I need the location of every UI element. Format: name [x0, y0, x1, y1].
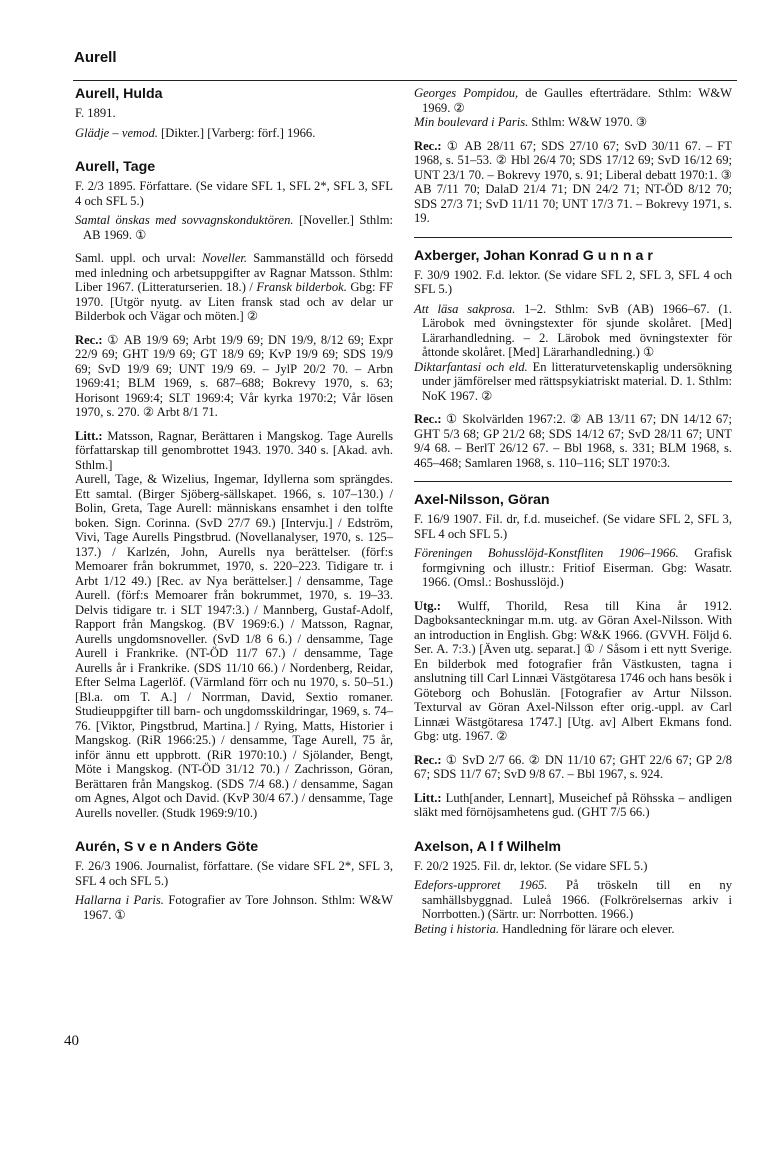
work-title: Att läsa sakprosa.	[414, 301, 516, 316]
work-title: Min boulevard i Paris.	[414, 115, 529, 129]
entry-name: Aurén, S v e n Anders Göte	[75, 839, 259, 855]
reviews-block	[414, 753, 732, 782]
reviews-label: Rec.:	[414, 752, 442, 767]
entry-name: Axel-Nilsson, Göran	[414, 492, 550, 508]
work-item	[414, 922, 732, 937]
work-details: En litteraturvetenskaplig undersökning under jämförelser med rättspsykiatriskt material. D. 1. Sthlm: NoK 1967. ②	[422, 359, 732, 403]
literature-block	[75, 429, 393, 473]
work-details: Grafisk formgivning och illustr.: Fritiof Eiserman. Gbg: Wasatr. 1966. (Omsl.: Boshusslöjd.)	[422, 546, 732, 589]
page-number: 40	[64, 1033, 79, 1049]
work-details: På tröskeln till en ny samhällsbyggnad. Luleå 1966. (Folkrörelsernas arkiv i Norrbotten.) (Särtr. ur: Norrbotten. 1966.)	[422, 878, 732, 921]
collected-editions: Saml. uppl. och urval: Noveller. Sammanställd och försedd med inledning och arbetsuppgifter av Ragnar Matsson. Sthlm: Liber 1967. (Litteraturserien. 18.) / Fransk bilderbok. Gbg: FF 1970. [Utgör nyutg. av Liten fransk stad och av delar ur Bilderbok och Vägar och möten.] ②	[75, 251, 393, 323]
work-title: Hallarna i Paris.	[75, 893, 164, 907]
edited-works-block	[414, 599, 732, 744]
reviews-block	[414, 412, 732, 470]
entry-aurell-hulda	[75, 86, 393, 140]
entry-name: Axberger, Johan Konrad G u n n a r	[414, 247, 653, 264]
work-details: Fotografier av Tore Johnson. Sthlm: W&W 1967. ①	[83, 893, 394, 922]
entry-birth: F. 26/3 1906. Journalist, författare. (Se vidare SFL 2*, SFL 3, SFL 4 och SFL 5.)	[75, 859, 393, 888]
work-title: Beting i historia.	[414, 921, 500, 936]
entry-separator	[414, 237, 732, 238]
work-title: Föreningen Bohusslöjd-Konstfliten 1906–1966.	[414, 546, 679, 560]
work-details: 1–2. Sthlm: SvB (AB) 1966–67. (1. Lärobok med övningstexter för sjunde skolåret. [Med] Lärarhandledning. – 2. Lärobok med övningstexter för åttonde skolåret. [Med] Lärarhandledning.) ①	[422, 301, 732, 359]
entry-axelson	[414, 839, 732, 937]
right-column	[414, 86, 732, 936]
literature-text: Luth[ander, Lennart], Museichef på Röhsska – andligen släkt med förnöjsamhetens gud. (GHT 7/5 66.)	[414, 790, 732, 819]
entry-birth: F. 16/9 1907. Fil. dr, f.d. museichef. (Se vidare SFL 2, SFL 3, SFL 4 och SFL 5.)	[414, 512, 732, 541]
reviews-block	[414, 139, 732, 226]
entry-auren-continued	[414, 86, 732, 226]
reviews-label: Rec.:	[414, 412, 442, 426]
literature-label: Litt.:	[75, 428, 103, 443]
literature-block	[414, 791, 732, 820]
work-details: Handledning för lärare och elever.	[499, 921, 675, 936]
entry-birth: F. 2/3 1895. Författare. (Se vidare SFL 1, SFL 2*, SFL 3, SFL 4 och SFL 5.)	[75, 179, 393, 208]
entry-birth: F. 30/9 1902. F.d. lektor. (Se vidare SFL 2, SFL 3, SFL 4 och SFL 5.)	[414, 267, 732, 296]
entry-axel-nilsson	[414, 492, 732, 820]
work-title: Glädje – vemod.	[75, 125, 158, 140]
work-details: de Gaulles efterträdare. Sthlm: W&W 1969. ②	[422, 86, 733, 115]
entry-name: Axelson, A l f Wilhelm	[414, 838, 562, 855]
work-title: Georges Pompidou,	[414, 86, 519, 100]
reviews-label: Rec.:	[75, 332, 103, 347]
entry-aurell-tage	[75, 159, 393, 820]
reviews-label: Rec.:	[414, 138, 442, 153]
left-column	[75, 86, 393, 922]
work-details: [Noveller.] Sthlm: AB 1969. ①	[83, 213, 393, 242]
work-item	[414, 546, 732, 590]
edited-label: Utg.:	[414, 598, 441, 613]
reviews-text: ① Skolvärlden 1967:2. ② AB 13/11 67; DN 14/12 67; GHT 5/3 68; GP 21/2 68; SDS 14/12 67; SvD 28/11 67; UNT 9/4 68. – BerlT 26/12 67. – Bbl 1968, s. 331; BLM 1968, s. 465–468; Samlaren 1968, s. 110–116; SLT 1970:3.	[414, 412, 732, 470]
work-item	[75, 893, 393, 922]
work-item	[414, 302, 732, 360]
work-details: [Dikter.] [Varberg: förf.] 1966.	[157, 125, 316, 140]
literature-text: Matsson, Ragnar, Berättaren i Mangskog. Tage Aurells författarskap till genombrottet 1943. 1970. 340 s. [Akad. avh. Sthlm.]	[75, 428, 393, 472]
work-details: Sthlm: W&W 1970. ③	[528, 115, 648, 129]
entry-name: Aurell, Tage	[75, 159, 156, 175]
work-title: Edefors-upproret 1965.	[414, 878, 548, 892]
header-rule	[73, 80, 737, 81]
reviews-text: ① AB 28/11 67; SDS 27/10 67; SvD 30/11 67. – FT 1968, s. 51–53. ② Hbl 26/4 70; SDS 17/12 69; SvD 16/12 69; UNT 23/1 70. – Bokrevy 1970, s. 91; Liberal debatt 1970:1. ③ AB 7/11 70; DalaD 21/4 71; DN 24/2 71; NT-ÖD 8/12 70; SDS 27/3 71; SvD 11/11 70; UNT 17/3 71. – Bokrevy 1971, s. 19.	[414, 138, 732, 225]
edited-text: Wulff, Thorild, Resa till Kina år 1912. Dagboksanteckningar m.m. utg. av Göran Axel-Nilsson. With an introduction in English. Gbg: W&K 1966. (GVVH. Följd 6. Ser. A. 7:3.) [Även utg. separat.] ① / Såsom i ett nytt Sverige. En bilderbok med fotografier från Västkusten, tagna i anslutning till Carl Linnæi Västgötaresa 1746 och hans besök i Göteborg och Bohuslän. [Fotografier av Artur Nilsson. Texturval av Göran Axel-Nilsson efter orig.-uppl. av Carl Linnæi Wästgötaresa 1747.] [Utg. av] Albert Ekmans fond. Gbg: utg. 1967. ②	[414, 598, 732, 743]
entry-auren-gote	[75, 839, 393, 922]
reviews-text: ① SvD 2/7 66. ② DN 11/10 67; GHT 22/6 67; GP 2/8 67; SDS 11/7 67; SvD 9/8 67. – Bbl 1967, s. 924.	[414, 752, 732, 781]
literature-label: Litt.:	[414, 790, 442, 805]
running-head: Aurell	[74, 49, 117, 66]
work-title: Diktarfantasi och eld.	[414, 359, 528, 374]
work-item	[414, 115, 732, 130]
entry-name: Aurell, Hulda	[75, 86, 163, 102]
work-item	[414, 878, 732, 922]
entry-birth: F. 1891.	[75, 106, 116, 120]
work-title: Samtal önskas med sovvagnskonduktören.	[75, 213, 294, 227]
work-item	[75, 126, 393, 141]
entry-separator	[414, 481, 732, 482]
work-item	[75, 213, 393, 242]
literature-more: Aurell, Tage, & Wizelius, Ingemar, Idyllerna som sprängdes. Ett samtal. (Birger Sjöberg-sällskapet. 1966, s. 107–130.) / Bolin, Greta, Tage Aurell: människans ensamhet i den tolfte boken. Sign. Corinna. (SvD 27/7 69.) [Intervju.] / Edström, Vivi, Tage Aurells Pingstbrud. (Novellanalyser, 1970, s. 125–137.) / Karlzén, John, Aurells nya berättelser. (förf:s Memoarer från bokrummet, 1970, s. 220–223. Tidigare tr. i Arbt 1/12 49.) [Rec. av Nya berättelser.] / densamme, Tage Aurell. (förf:s Memoarer från bokrummet, 1970, s. 19–33. Delvis tidigare tr. i SLT 1947:3.) / Mannberg, Gustaf-Adolf, Rapport från Mangskog. (BV 1969:6.) / Matsson, Ragnar, Aurells ungdomsnoveller. (SvD 1/8 6 6.) / densamme, Tage Aurell i Frankrike. (NT-ÖD 11/7 67.) / densamme, Tage Aurells år i Frankrike. (SDS 11/10 66.) / Nordenberg, Reidar, Efter Selma Lagerlöf. (Värmland förr och nu 1970, s. 50–51.) [Bl.a. om T. A.] / Norrman, David, Sextio romaner. Studieuppgifter till barn- och ungdomsskildringar, 1969, s. 74–76. [Viktor, Pingstbrud, Martina.] / Rying, Matts, Historier i Mangskog. (RiR 1966:25.) / densamme, Tage Aurell, 75 år, inför ännu ett uppbrott. (RiR 1970:10.) / Sjölander, Bengt, Möte i Mangskog. (NT-ÖD 31/12 70.) / Zachrisson, Göran, Berättaren från Mangskog. (SDS 7/4 68.) / densamme, Sagan om Agnes, Algot och David. (KvP 30/4 67.) / densamme, Tage Aurells noveller. (Studk 1969:9/10.)	[75, 472, 393, 820]
reviews-text: ① AB 19/9 69; Arbt 19/9 69; DN 19/9, 8/12 69; Expr 22/9 69; GHT 19/9 69; GT 18/9 69; KvP 19/9 69; SDS 19/9 69; SvD 19/9 69; UNT 19/9 69. – JylP 20/2 70. – Arbn 1969:41; BLM 1969, s. 687–688; Bokrevy 1970, s. 63; Horisont 1969:4; SLT 1969:4; Vår kyrka 1970:2; Vår lösen 1970, s. 270. ② Arbt 8/1 71.	[75, 332, 393, 419]
entry-birth: F. 20/2 1925. Fil. dr, lektor. (Se vidare SFL 5.)	[414, 858, 648, 873]
entry-axberger	[414, 248, 732, 471]
work-item	[414, 360, 732, 404]
work-item	[414, 86, 732, 115]
reviews-block	[75, 333, 393, 420]
